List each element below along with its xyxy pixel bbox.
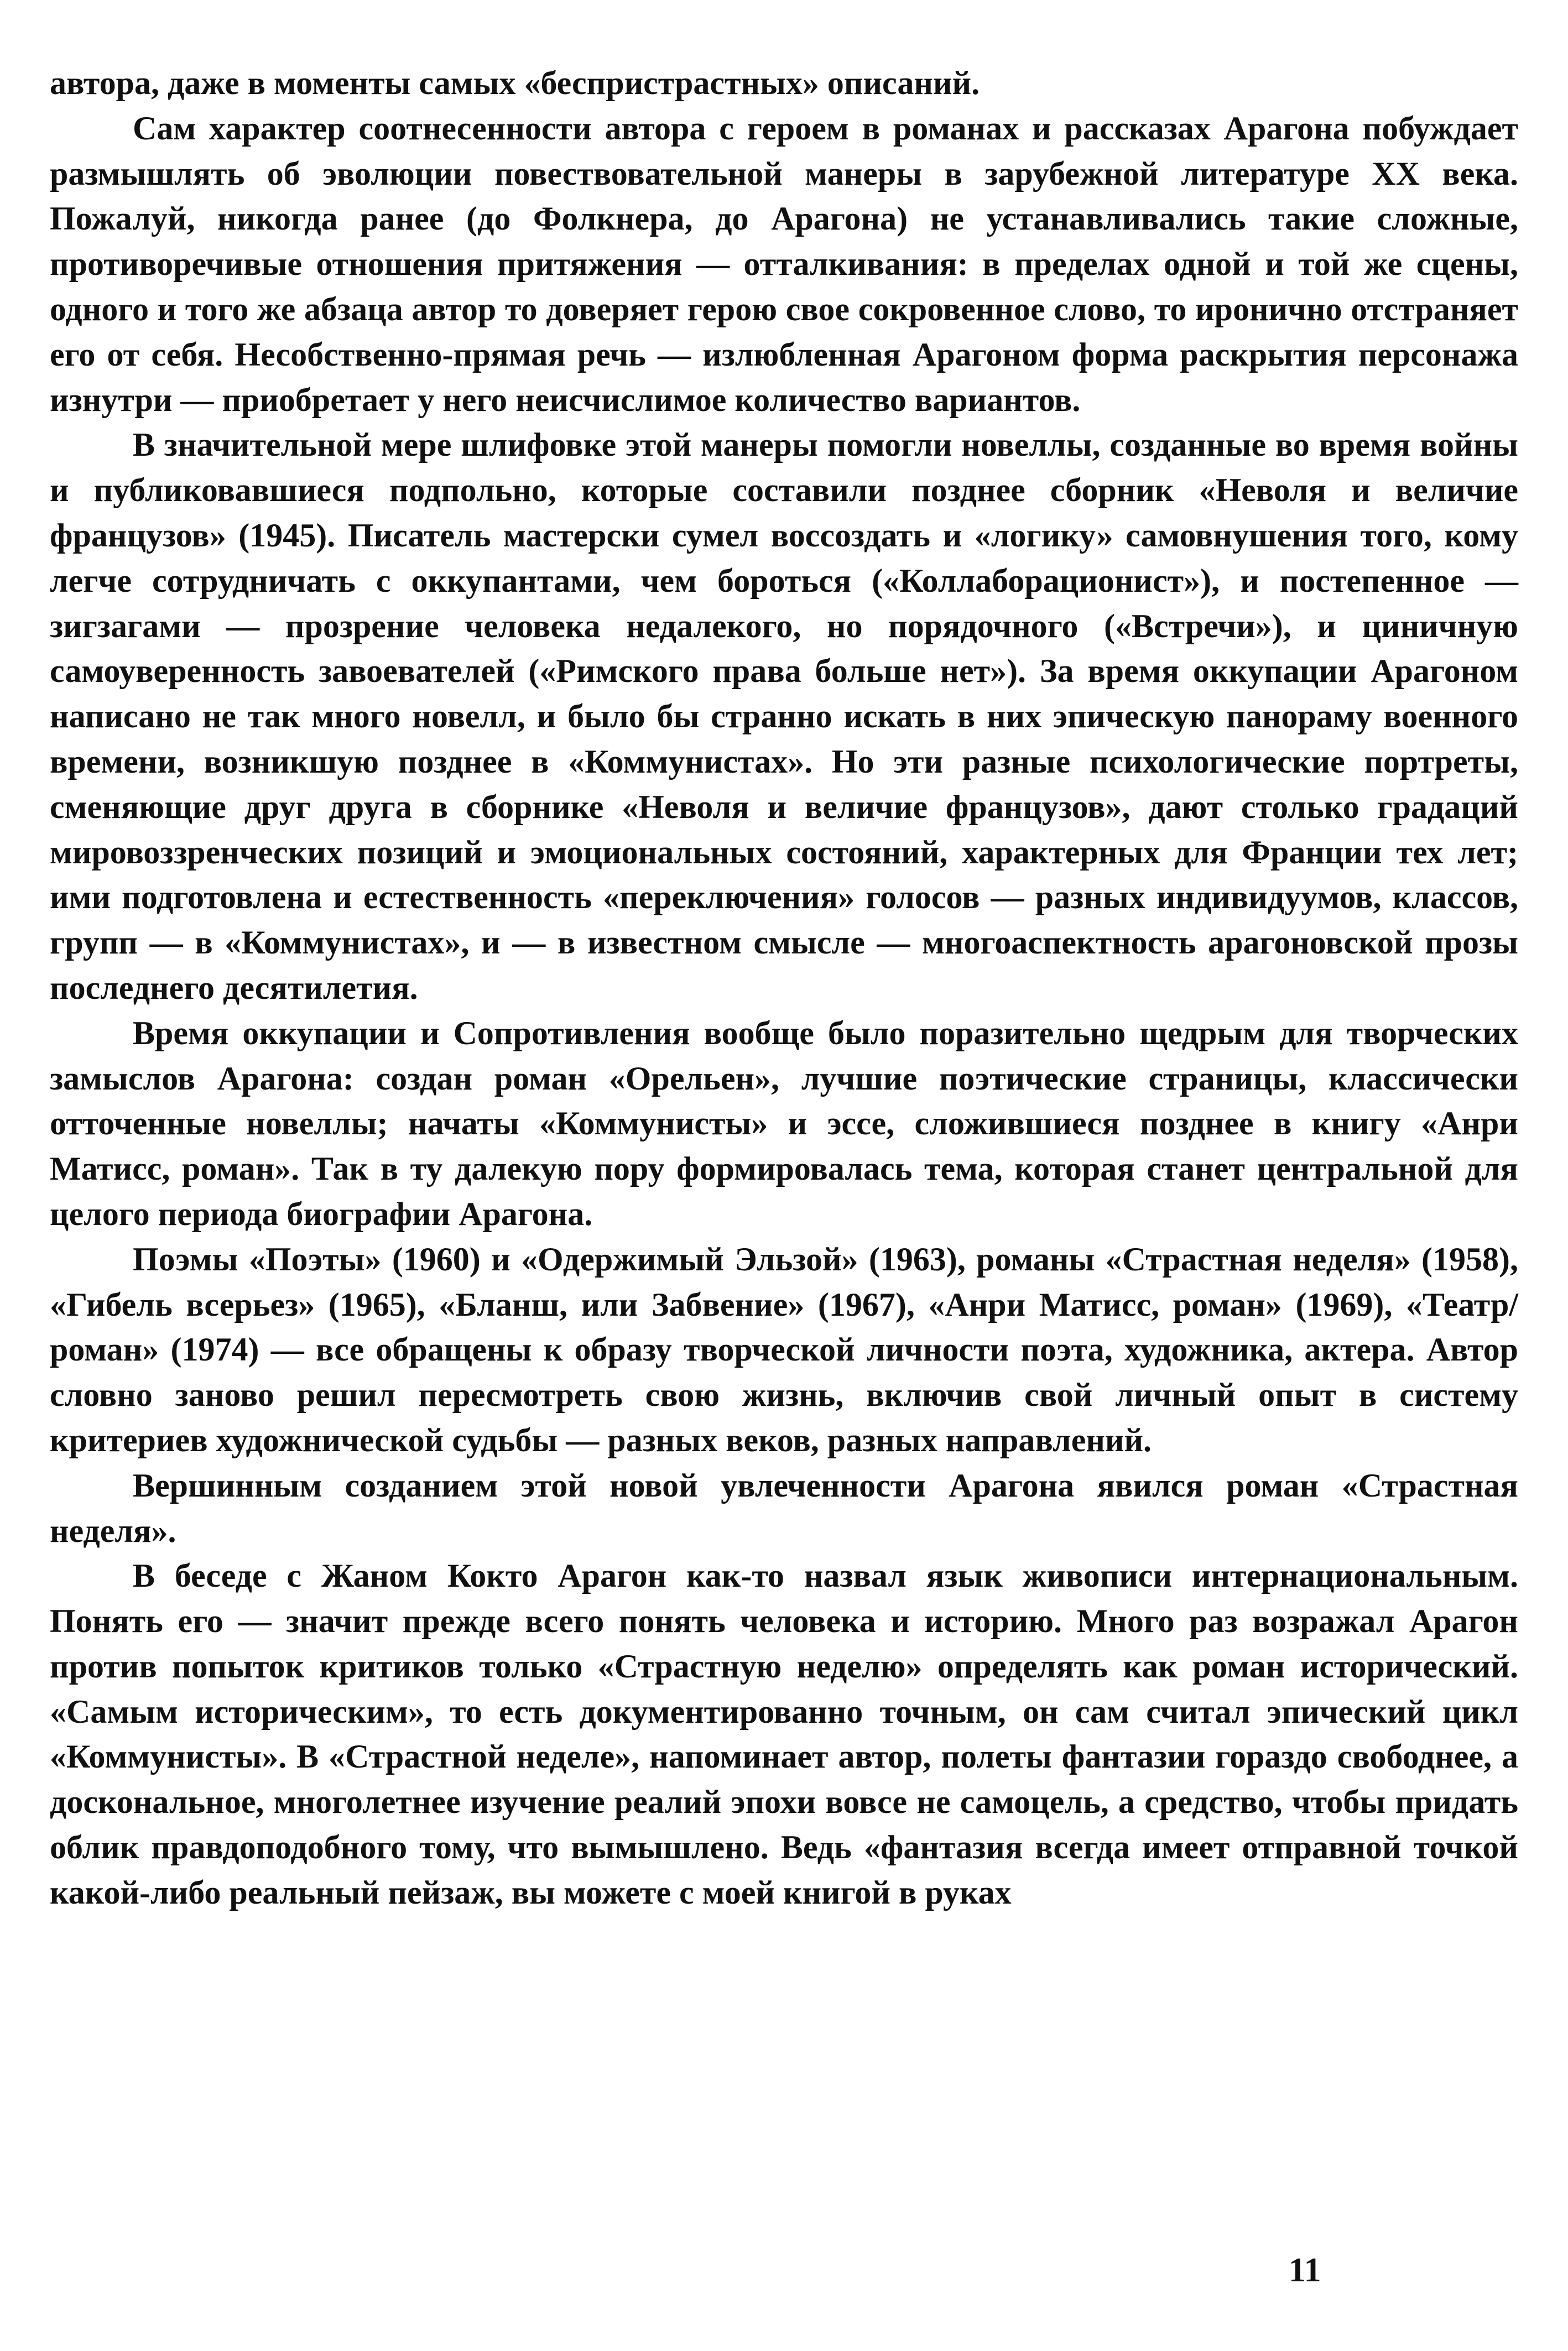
paragraph-cocteau: В беседе с Жаном Кокто Арагон как-то назвал язык живописи интернациональным. Понять его — значит прежде всего понять человека и историю. Много раз возражал Арагон против попыток критиков только «Страстную неделю» определять как роман исторический. «Самым историческим», то есть документированно точным, он сам считал эпический цикл «Коммунисты». В «Страстной неделе», напоминает автор, полеты фантазии гораздо свободнее, а доскональное, многолетнее изучение реалий эпохи вовсе не самоцель, а средство, чтобы придать облик правдоподобного тому, что вымышлено. Ведь «фантазия всегда имеет отправной точкой какой-либо реальный пейзаж, вы можете с моей книгой в руках [50, 1557, 1518, 1911]
paragraph-continuation: автора, даже в моменты самых «беспристрастных» описаний. [50, 65, 980, 101]
page-body [50, 61, 1518, 1916]
paragraph-novellas: В значительной мере шлифовке этой манеры помогли новеллы, созданные во время войны и публиковавшиеся подпольно, которые составили позднее сборник «Неволя и величие французов» (1945). Писатель мастерски сумел воссоздать и «логику» самовнушения того, кому легче сотрудничать с оккупантами, чем бороться («Коллаборационист»), и постепенное — зигзагами — прозрение человека недалекого, но порядочного («Встречи»), и циничную самоуверенность завоевателей («Римского права больше нет»). За время оккупации Арагоном написано не так много новелл, и было бы странно искать в них эпическую панораму военного времени, возникшую позднее в «Коммунистах». Но эти разные психологические портреты, сменяющие друг друга в сборнике «Неволя и величие французов», дают столько градаций мировоззренческих позиций и эмоциональных состояний, характерных для Франции тех лет; ими подготовлена и естественность «переключения» голосов — разных индивидуумов, классов, групп — в «Коммунистах», и — в известном смысле — многоаспектность арагоновской прозы последнего десятилетия. [50, 426, 1518, 1006]
paragraph-author-hero: Сам характер соотнесенности автора с героем в романах и рассказах Арагона побуждает размышлять об эволюции повествовательной манеры в зарубежной литературе XX века. Пожалуй, никогда ранее (до Фолкнера, до Арагона) не устанавливались такие сложные, противоречивые отношения притяжения — отталкивания: в пределах одной и той же сцены, одного и того же абзаца автор то доверяет герою свое сокровенное слово, то иронично отстраняет его от себя. Несобственно-прямая речь — излюбленная Арагоном форма раскрытия персонажа изнутри — приобретает у него неисчислимое количество вариантов. [50, 110, 1518, 418]
paragraph-occupation: Время оккупации и Сопротивления вообще было поразительно щедрым для творческих замыслов Арагона: создан роман «Орельен», лучшие поэтические страницы, классически отточенные новеллы; начаты «Коммунисты» и эссе, сложившиеся позднее в книгу «Анри Матисс, роман». Так в ту далекую пору формировалась тема, которая станет центральной для целого периода биографии Арагона. [50, 1014, 1518, 1232]
paragraph-passion-week: Вершинным созданием этой новой увлеченности Арагона явился роман «Страстная неделя». [50, 1467, 1518, 1549]
page-number: 11 [1289, 2251, 1321, 2289]
paragraph-poems: Поэмы «Поэты» (1960) и «Одержимый Эльзой» (1963), романы «Страстная неделя» (1958), «Гибель всерьез» (1965), «Бланш, или Забвение» (1967), «Анри Матисс, роман» (1969), «Театр/роман» (1974) — все обращены к образу творческой личности поэта, художника, актера. Автор словно заново решил пересмотреть свою жизнь, включив свой личный опыт в систему критериев художнической судьбы — разных веков, разных направлений. [50, 1240, 1518, 1458]
